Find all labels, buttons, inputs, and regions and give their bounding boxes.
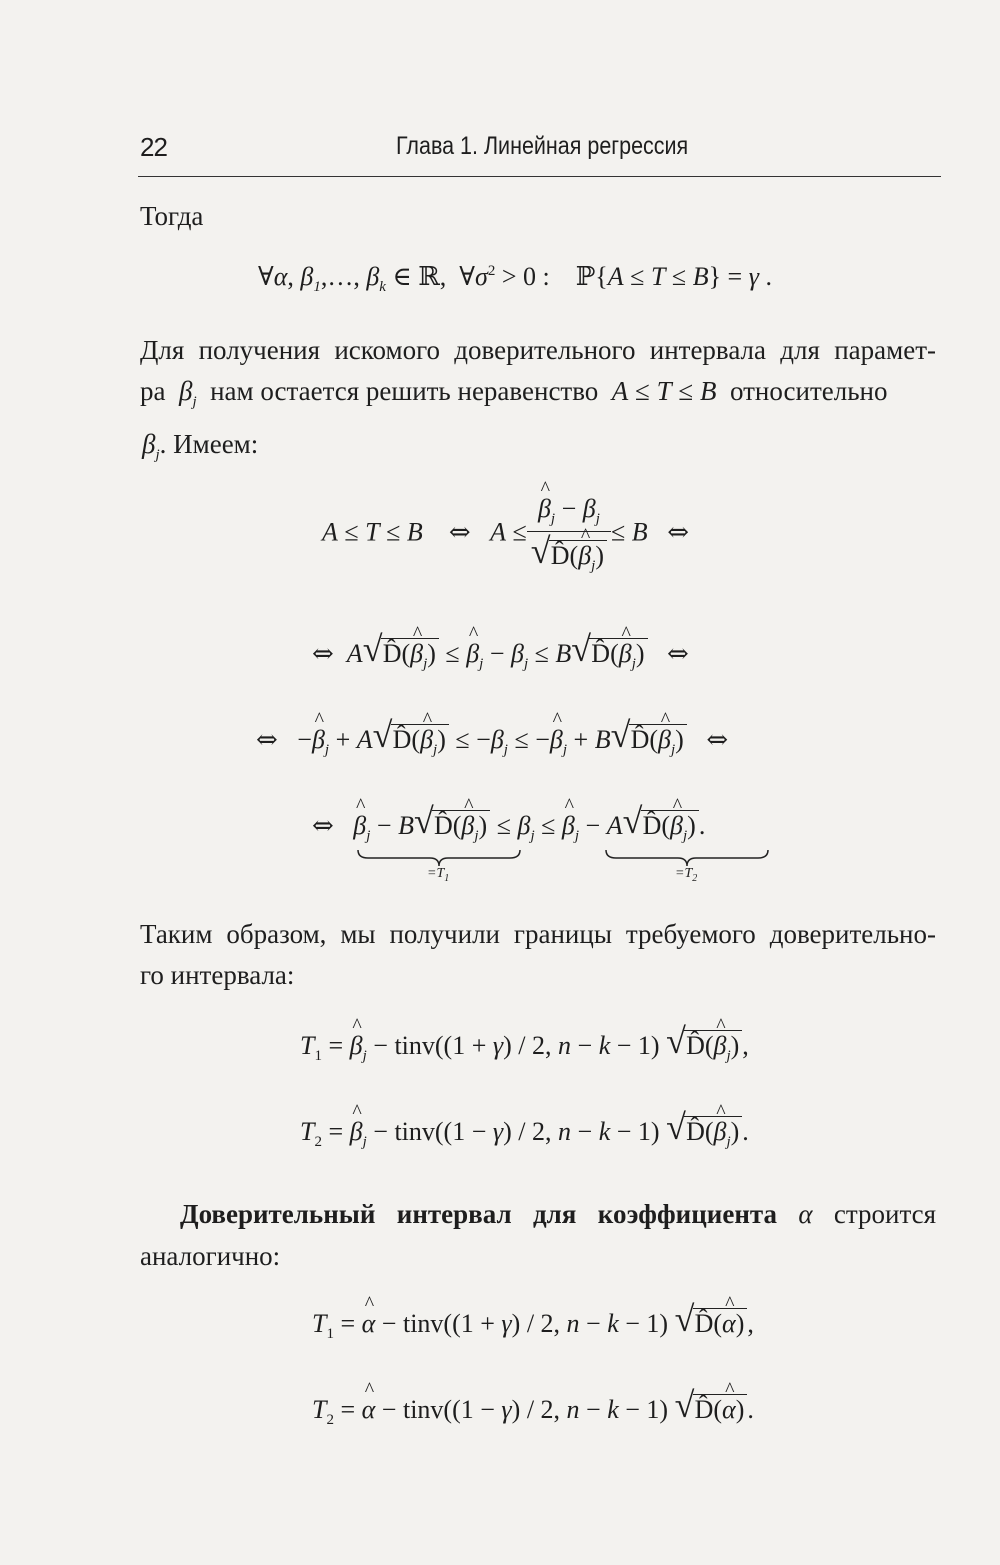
brace-label-t2: $=T_2$	[675, 866, 698, 884]
equation-t2-beta: $T_2$ = ^ $\beta_j$ − tinv((1 − γ) / 2, n − k − 1) √ D̂(^ $\beta_j$) .	[300, 1114, 749, 1151]
equation-step4: ⇔ ^ $\beta_j - B$ √ D̂(^ $\beta_j) \le \beta_j$ ≤ ^ $\beta_j - A$ √ D̂(^ $\beta_j$) .	[312, 808, 705, 845]
page-number: 22	[140, 132, 167, 162]
underbrace-t2	[604, 848, 770, 868]
text-we-have: . Имеем:	[159, 429, 259, 459]
paragraph-interval-line2: ра $\beta_j$ нам остается решить неравенство A ≤ T ≤ B относительно	[140, 376, 888, 410]
text-inequality: нам остается решить неравенство	[210, 376, 599, 406]
equation-t1-beta: $T_1$ = ^ $\beta_j$ − tinv((1 + γ) / 2, n − k − 1) √ D̂(^ $\beta_j$) ,	[300, 1028, 749, 1065]
equation-step1: A ≤ T ≤ B ⇔ A ≤ ^ $\beta_j - \beta_j$ √ D̂(^ $\beta_j$) ≤ B ⇔	[322, 494, 689, 575]
paragraph-bounds-line2: го интервала:	[140, 960, 295, 990]
text-alpha-heading: Доверительный интервал для коэффициента	[180, 1199, 777, 1229]
paragraph-interval-line3: $\beta_j$. Имеем:	[142, 429, 259, 463]
chapter-title: Глава 1. Линейная регрессия	[396, 132, 689, 160]
equation-step3: ⇔ −^ $\beta_j + A$ √ D̂(^ $\beta_j) \le -\beta_j$ ≤ −^ $\beta_j + B$ √ D̂(^ $\beta_j$) ⇔	[256, 722, 728, 759]
text-is-built: строится	[833, 1199, 937, 1229]
equation-t2-alpha: $T_2$ = ^ α − tinv((1 − γ) / 2, n − k − 1) √ D̂(^ α) .	[312, 1392, 754, 1429]
paragraph-alpha-line1: Доверительный интервал для коэффициента α строится	[180, 1199, 937, 1229]
text-ra: ра	[140, 376, 166, 406]
equation-step2: ⇔ A √ D̂(^ $\beta_j$) ≤ ^ $\beta_j - \beta_j \le B$ √ D̂(^ $\beta_j$) ⇔	[312, 636, 689, 673]
equation-t1-alpha: $T_1$ = ^ α − tinv((1 + γ) / 2, n − k − 1) √ D̂(^ α) ,	[312, 1306, 754, 1343]
paragraph-alpha-line2: аналогично:	[140, 1241, 281, 1271]
text-relative: относительно	[729, 376, 888, 406]
equation-probability: ∀α, $\beta_1,\dots$, $\beta_k$ ∈ ℝ, $\forall\sigma^2 > 0$ : ℙ{A ≤ T ≤ B} = γ .	[258, 262, 772, 295]
paragraph-bounds-line1: Таким образом, мы получили границы требуемого доверительно-	[140, 919, 936, 949]
paragraph-then: Тогда	[140, 201, 204, 231]
brace-label-t1: $=T_1$	[427, 866, 450, 884]
header-divider	[138, 176, 941, 177]
underbrace-t1	[356, 848, 522, 868]
paragraph-interval-line1: Для получения искомого доверительного интервала для парамет-	[140, 335, 936, 365]
